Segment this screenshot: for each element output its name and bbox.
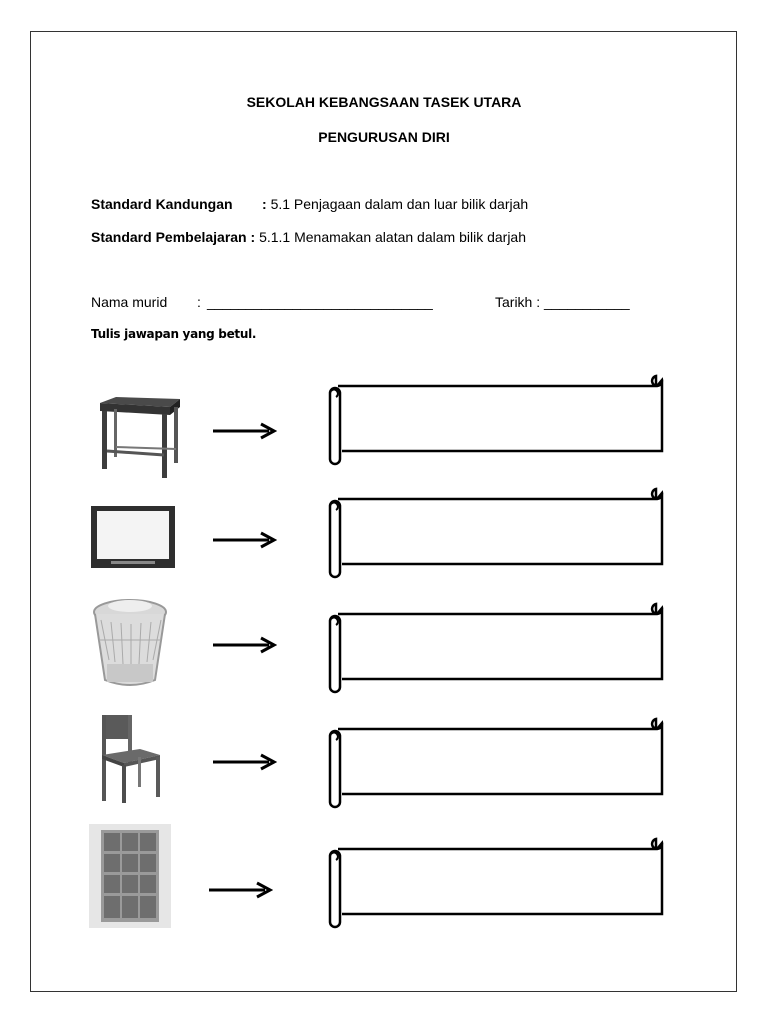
answer-scroll-1[interactable] (322, 373, 668, 467)
standard-kandungan-value: 5.1 Penjagaan dalam dan luar bilik darjah (270, 196, 529, 212)
answer-scroll-2[interactable] (322, 486, 668, 580)
answer-scroll-3[interactable] (322, 601, 668, 695)
student-name-sep: : (197, 294, 201, 310)
answer-scroll-5[interactable] (322, 836, 668, 930)
instruction-text: Tulis jawapan yang betul. (91, 327, 257, 341)
date-field[interactable]: ___________ (544, 294, 630, 310)
standard-pembelajaran (91, 229, 526, 245)
desk-picture (92, 393, 182, 485)
arrow-icon (213, 753, 277, 771)
subject-title: PENGURUSAN DIRI (318, 129, 450, 145)
standard-pembelajaran-value: 5.1.1 Menamakan alatan dalam bilik darjah (259, 229, 526, 245)
chair-picture (94, 711, 166, 807)
school-title: SEKOLAH KEBANGSAAN TASEK UTARA (246, 94, 522, 110)
answer-scroll-4[interactable] (322, 716, 668, 810)
waste-basket-picture (89, 590, 171, 692)
standard-kandungan (91, 196, 528, 212)
arrow-icon (213, 531, 277, 549)
date-label: Tarikh : (495, 294, 541, 310)
date-line (495, 294, 630, 310)
standard-kandungan-label: Standard Kandungan (91, 196, 233, 212)
bookshelf-picture (89, 824, 171, 928)
arrow-icon (213, 422, 277, 440)
whiteboard-picture (91, 506, 175, 568)
student-name-line (91, 294, 433, 310)
student-name-label: Nama murid (91, 294, 168, 310)
arrow-icon (209, 881, 273, 899)
student-name-field[interactable]: _____________________________ (207, 294, 433, 310)
arrow-icon (213, 636, 277, 654)
standard-kandungan-sep: : (262, 196, 267, 212)
standard-pembelajaran-label: Standard Pembelajaran : (91, 229, 256, 245)
